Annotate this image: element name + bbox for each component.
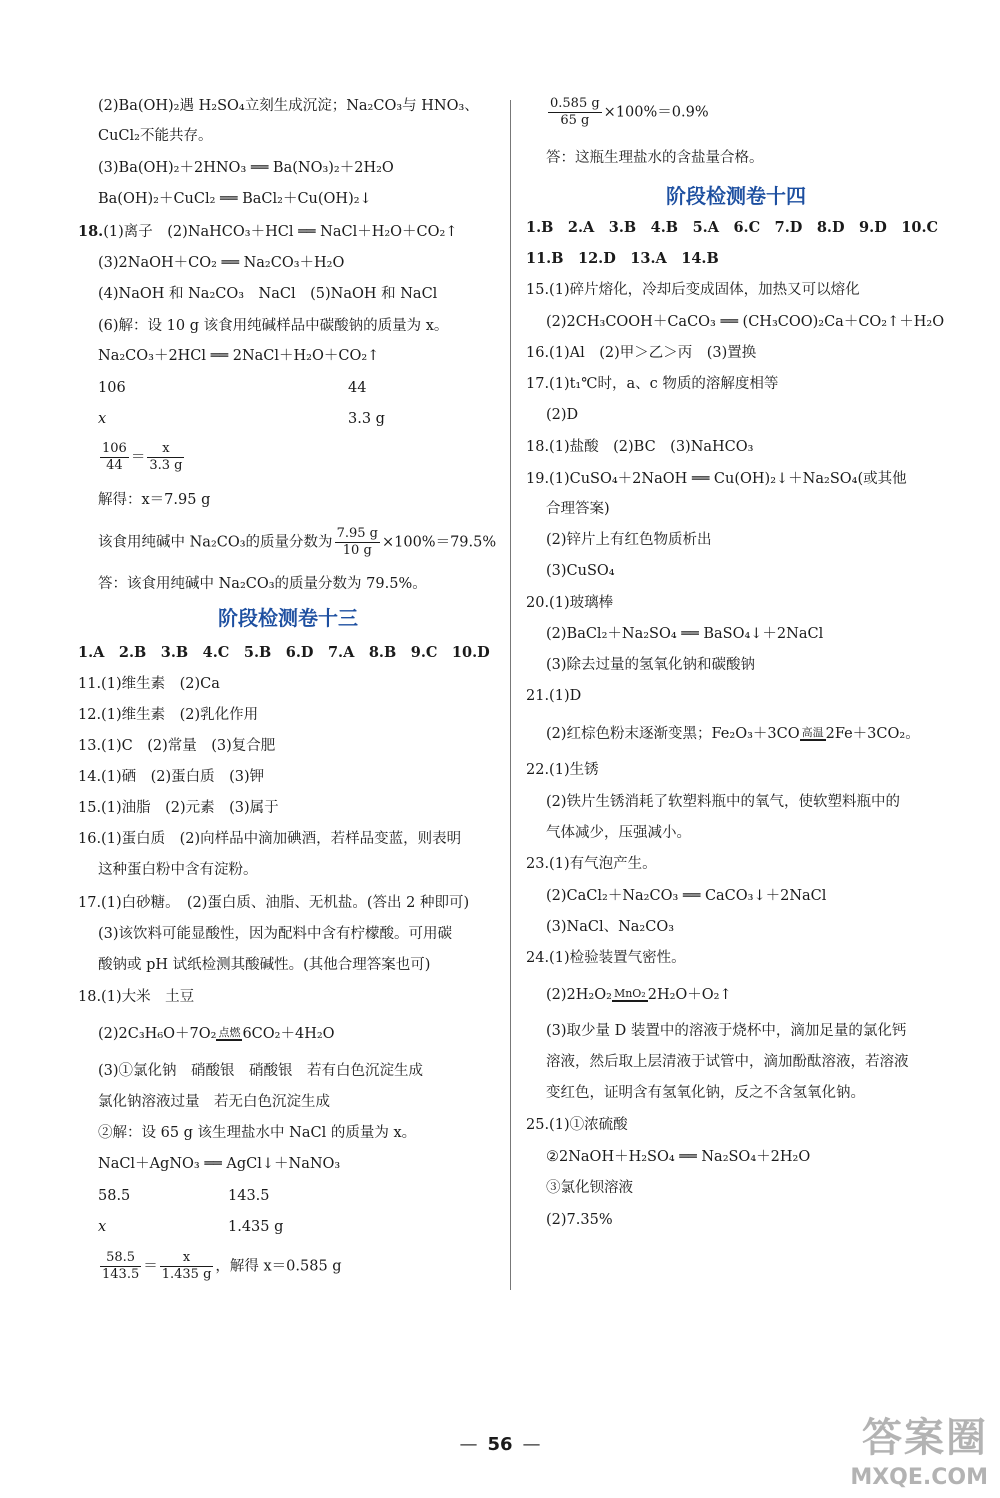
answer-line: 23.(1)有气泡产生。 xyxy=(526,856,657,872)
fraction: $\frac{7.95 g}{10 g}$ xyxy=(336,526,378,558)
answer-line: 这种蛋白粉中含有淀粉。 xyxy=(98,862,258,878)
answer-line: (3)2NaOH＋CO₂ ══ Na₂CO₃＋H₂O xyxy=(98,255,345,271)
answer-line: 17.(1)白砂糖。 (2)蛋白质、油脂、无机盐。(答出 2 种即可) xyxy=(78,895,470,911)
reaction-condition: MnO₂ xyxy=(613,987,646,1000)
section-heading: 阶段检测卷十三 xyxy=(218,606,358,630)
answer-line: (3)CuSO₄ xyxy=(546,563,615,579)
answer-line: 解得：x＝7.95 g xyxy=(98,492,211,508)
answer-line: 11.(1)维生素 (2)Ca xyxy=(78,676,220,692)
watermark-logo: 答案圈 MXQE.COM xyxy=(850,1415,988,1490)
fraction: $\frac{x}{1.435 g}$ xyxy=(161,1250,212,1282)
answer-line: 18.(1)大米 土豆 xyxy=(78,989,195,1005)
equation-line: (2)CaCl₂＋Na₂CO₃ ══ CaCO₃↓＋2NaCl xyxy=(546,888,827,904)
equation-line: Na₂CO₃＋2HCl ══ 2NaCl＋H₂O＋CO₂↑ xyxy=(98,348,380,364)
proportion-line: $\frac{58.5}{143.5}$ ＝ $\frac{x}{1.435 g}$ ，解得 x＝0.585 g xyxy=(102,1250,342,1282)
answer-line: CuCl₂不能共存。 xyxy=(98,128,213,144)
answer-line: 合理答案) xyxy=(546,501,610,517)
answer-line: 13.(1)C (2)常量 (3)复合肥 xyxy=(78,738,276,754)
question-number: 18. xyxy=(78,223,104,240)
answer-line: Ba(OH)₂＋CuCl₂ ══ BaCl₂＋Cu(OH)₂↓ xyxy=(98,191,372,207)
answer-line: ③氯化钡溶液 xyxy=(546,1180,633,1196)
reaction-condition: 点燃 xyxy=(218,1026,241,1039)
answer-line: (3)①氯化钠 硝酸银 硝酸银 若有白色沉淀生成 xyxy=(98,1063,424,1079)
answer-line: (2)锌片上有红色物质析出 xyxy=(546,532,712,548)
ratio-line xyxy=(98,1186,498,1206)
multiple-choice-answers: 11.B 12.D 13.A 14.B xyxy=(526,250,719,267)
answer-line: (4)NaOH 和 Na₂CO₃ NaCl (5)NaOH 和 NaCl xyxy=(98,286,438,302)
answer-line: 答：这瓶生理盐水的含盐量合格。 xyxy=(546,150,764,166)
ratio-left: x xyxy=(98,411,107,427)
answer-line: 15.(1)碎片熔化，冷却后变成固体，加热又可以熔化 xyxy=(526,282,860,298)
equation-line: NaCl＋AgNO₃ ══ AgCl↓＋NaNO₃ xyxy=(98,1156,341,1172)
ratio-line xyxy=(98,378,498,398)
fraction: $\frac{58.5}{143.5}$ xyxy=(102,1250,140,1282)
multiple-choice-answers: 1.B 2.A 3.B 4.B 5.A 6.C 7.D 8.D 9.D 10.C xyxy=(526,219,939,236)
fraction: $\frac{x}{3.3 g}$ xyxy=(149,441,183,473)
answer-line: (2)铁片生锈消耗了软塑料瓶中的氧气，使软塑料瓶中的 xyxy=(546,794,901,810)
answer-line: 16.(1)蛋白质 (2)向样品中滴加碘酒，若样品变蓝，则表明 xyxy=(78,831,462,847)
ratio-left: x xyxy=(98,1219,107,1235)
answer-line: (2)7.35% xyxy=(546,1212,613,1228)
answer-line: 答：该食用纯碱中 Na₂CO₃的质量分数为 79.5%。 xyxy=(98,576,427,592)
proportion-line: $\frac{106}{44}$ ＝ $\frac{x}{3.3 g}$ xyxy=(102,441,183,473)
answer-line: 气体减少，压强减小。 xyxy=(546,825,691,841)
answer-line: 20.(1)玻璃棒 xyxy=(526,595,614,611)
answer-line: 12.(1)维生素 (2)乳化作用 xyxy=(78,707,259,723)
page-number: — 56 — xyxy=(459,1434,541,1455)
answer-line: 22.(1)生锈 xyxy=(526,762,599,778)
answer-line: 24.(1)检验装置气密性。 xyxy=(526,950,686,966)
answer-line: 氯化钠溶液过量 若无白色沉淀生成 xyxy=(98,1094,330,1110)
ratio-right: 1.435 g xyxy=(228,1219,284,1235)
ratio-line xyxy=(98,1217,498,1237)
multiple-choice-answers: 1.A 2.B 3.B 4.C 5.B 6.D 7.A 8.B 9.C 10.D xyxy=(78,644,490,661)
answer-line: (3)该饮料可能显酸性，因为配料中含有柠檬酸。可用碳 xyxy=(98,926,453,942)
answer-line: (2)D xyxy=(546,407,579,423)
answer-line: (6)解：设 10 g 该食用纯碱样品中碳酸钠的质量为 x。 xyxy=(98,318,449,334)
ratio-line xyxy=(98,409,498,429)
equation-line: ②2NaOH＋H₂SO₄ ══ Na₂SO₄＋2H₂O xyxy=(546,1149,811,1165)
fraction: $\frac{106}{44}$ xyxy=(102,441,127,473)
proportion-line: $\frac{0.585 g}{65 g}$ ×100%＝0.9% xyxy=(550,96,709,128)
ratio-left: 106 xyxy=(98,380,126,396)
ratio-right: 44 xyxy=(348,380,367,396)
answer-line: (2)Ba(OH)₂遇 H₂SO₄立刻生成沉淀；Na₂CO₃与 HNO₃、 xyxy=(98,98,479,114)
equation-line: (2)红棕色粉末逐渐变黑；Fe₂O₃＋3CO 高温 2Fe＋3CO₂。 xyxy=(546,726,920,742)
answer-line: 14.(1)硒 (2)蛋白质 (3)钾 xyxy=(78,769,265,785)
answer-line: (3)取少量 D 装置中的溶液于烧杯中，滴加足量的氯化钙 xyxy=(546,1023,907,1039)
section-heading: 阶段检测卷十四 xyxy=(666,184,806,208)
answer-line: (3)NaCl、Na₂CO₃ xyxy=(546,919,675,935)
ratio-right: 143.5 xyxy=(228,1188,270,1204)
answer-line xyxy=(78,222,458,242)
column-divider xyxy=(510,100,511,1290)
answer-line: 19.(1)CuSO₄＋2NaOH ══ Cu(OH)₂↓＋Na₂SO₄(或其他 xyxy=(526,471,907,487)
answer-line: 酸钠或 pH 试纸检测其酸碱性。(其他合理答案也可) xyxy=(98,957,431,973)
ratio-right: 3.3 g xyxy=(348,411,385,427)
reaction-condition: 高温 xyxy=(801,726,824,739)
equation-line: (2)2C₃H₆O＋7O₂ 点燃 6CO₂＋4H₂O xyxy=(98,1026,335,1042)
equation-line: (2)2H₂O₂ MnO₂ 2H₂O＋O₂↑ xyxy=(546,987,732,1003)
answer-line: 21.(1)D xyxy=(526,688,582,704)
answer-line: 变红色，证明含有氢氧化钠，反之不含氢氧化钠。 xyxy=(546,1085,865,1101)
ratio-left: 58.5 xyxy=(98,1188,131,1204)
answer-text: (1)离子 (2)NaHCO₃＋HCl ══ NaCl＋H₂O＋CO₂↑ xyxy=(103,224,458,240)
answer-line: 25.(1)①浓硫酸 xyxy=(526,1117,628,1133)
answer-line: 16.(1)Al (2)甲＞乙＞丙 (3)置换 xyxy=(526,345,757,361)
answer-line: (3)Ba(OH)₂＋2HNO₃ ══ Ba(NO₃)₂＋2H₂O xyxy=(98,160,394,176)
fraction: $\frac{0.585 g}{65 g}$ xyxy=(550,96,600,128)
answer-line: 15.(1)油脂 (2)元素 (3)属于 xyxy=(78,800,279,816)
answer-line: 18.(1)盐酸 (2)BC (3)NaHCO₃ xyxy=(526,439,754,455)
answer-line: ②解：设 65 g 该生理盐水中 NaCl 的质量为 x。 xyxy=(98,1125,417,1141)
answer-line: 该食用纯碱中 Na₂CO₃的质量分数为 $\frac{7.95 g}{10 g}$ ×100%＝79.5% xyxy=(98,526,497,558)
equation-line: (2)BaCl₂＋Na₂SO₄ ══ BaSO₄↓＋2NaCl xyxy=(546,626,824,642)
equation-line: (2)2CH₃COOH＋CaCO₃ ══ (CH₃COO)₂Ca＋CO₂↑＋H₂O xyxy=(546,314,945,330)
answer-line: 溶液，然后取上层清液于试管中，滴加酚酞溶液，若溶液 xyxy=(546,1054,909,1070)
answer-line: 17.(1)t₁℃时，a、c 物质的溶解度相等 xyxy=(526,376,779,392)
answer-line: (3)除去过量的氢氧化钠和碳酸钠 xyxy=(546,657,756,673)
